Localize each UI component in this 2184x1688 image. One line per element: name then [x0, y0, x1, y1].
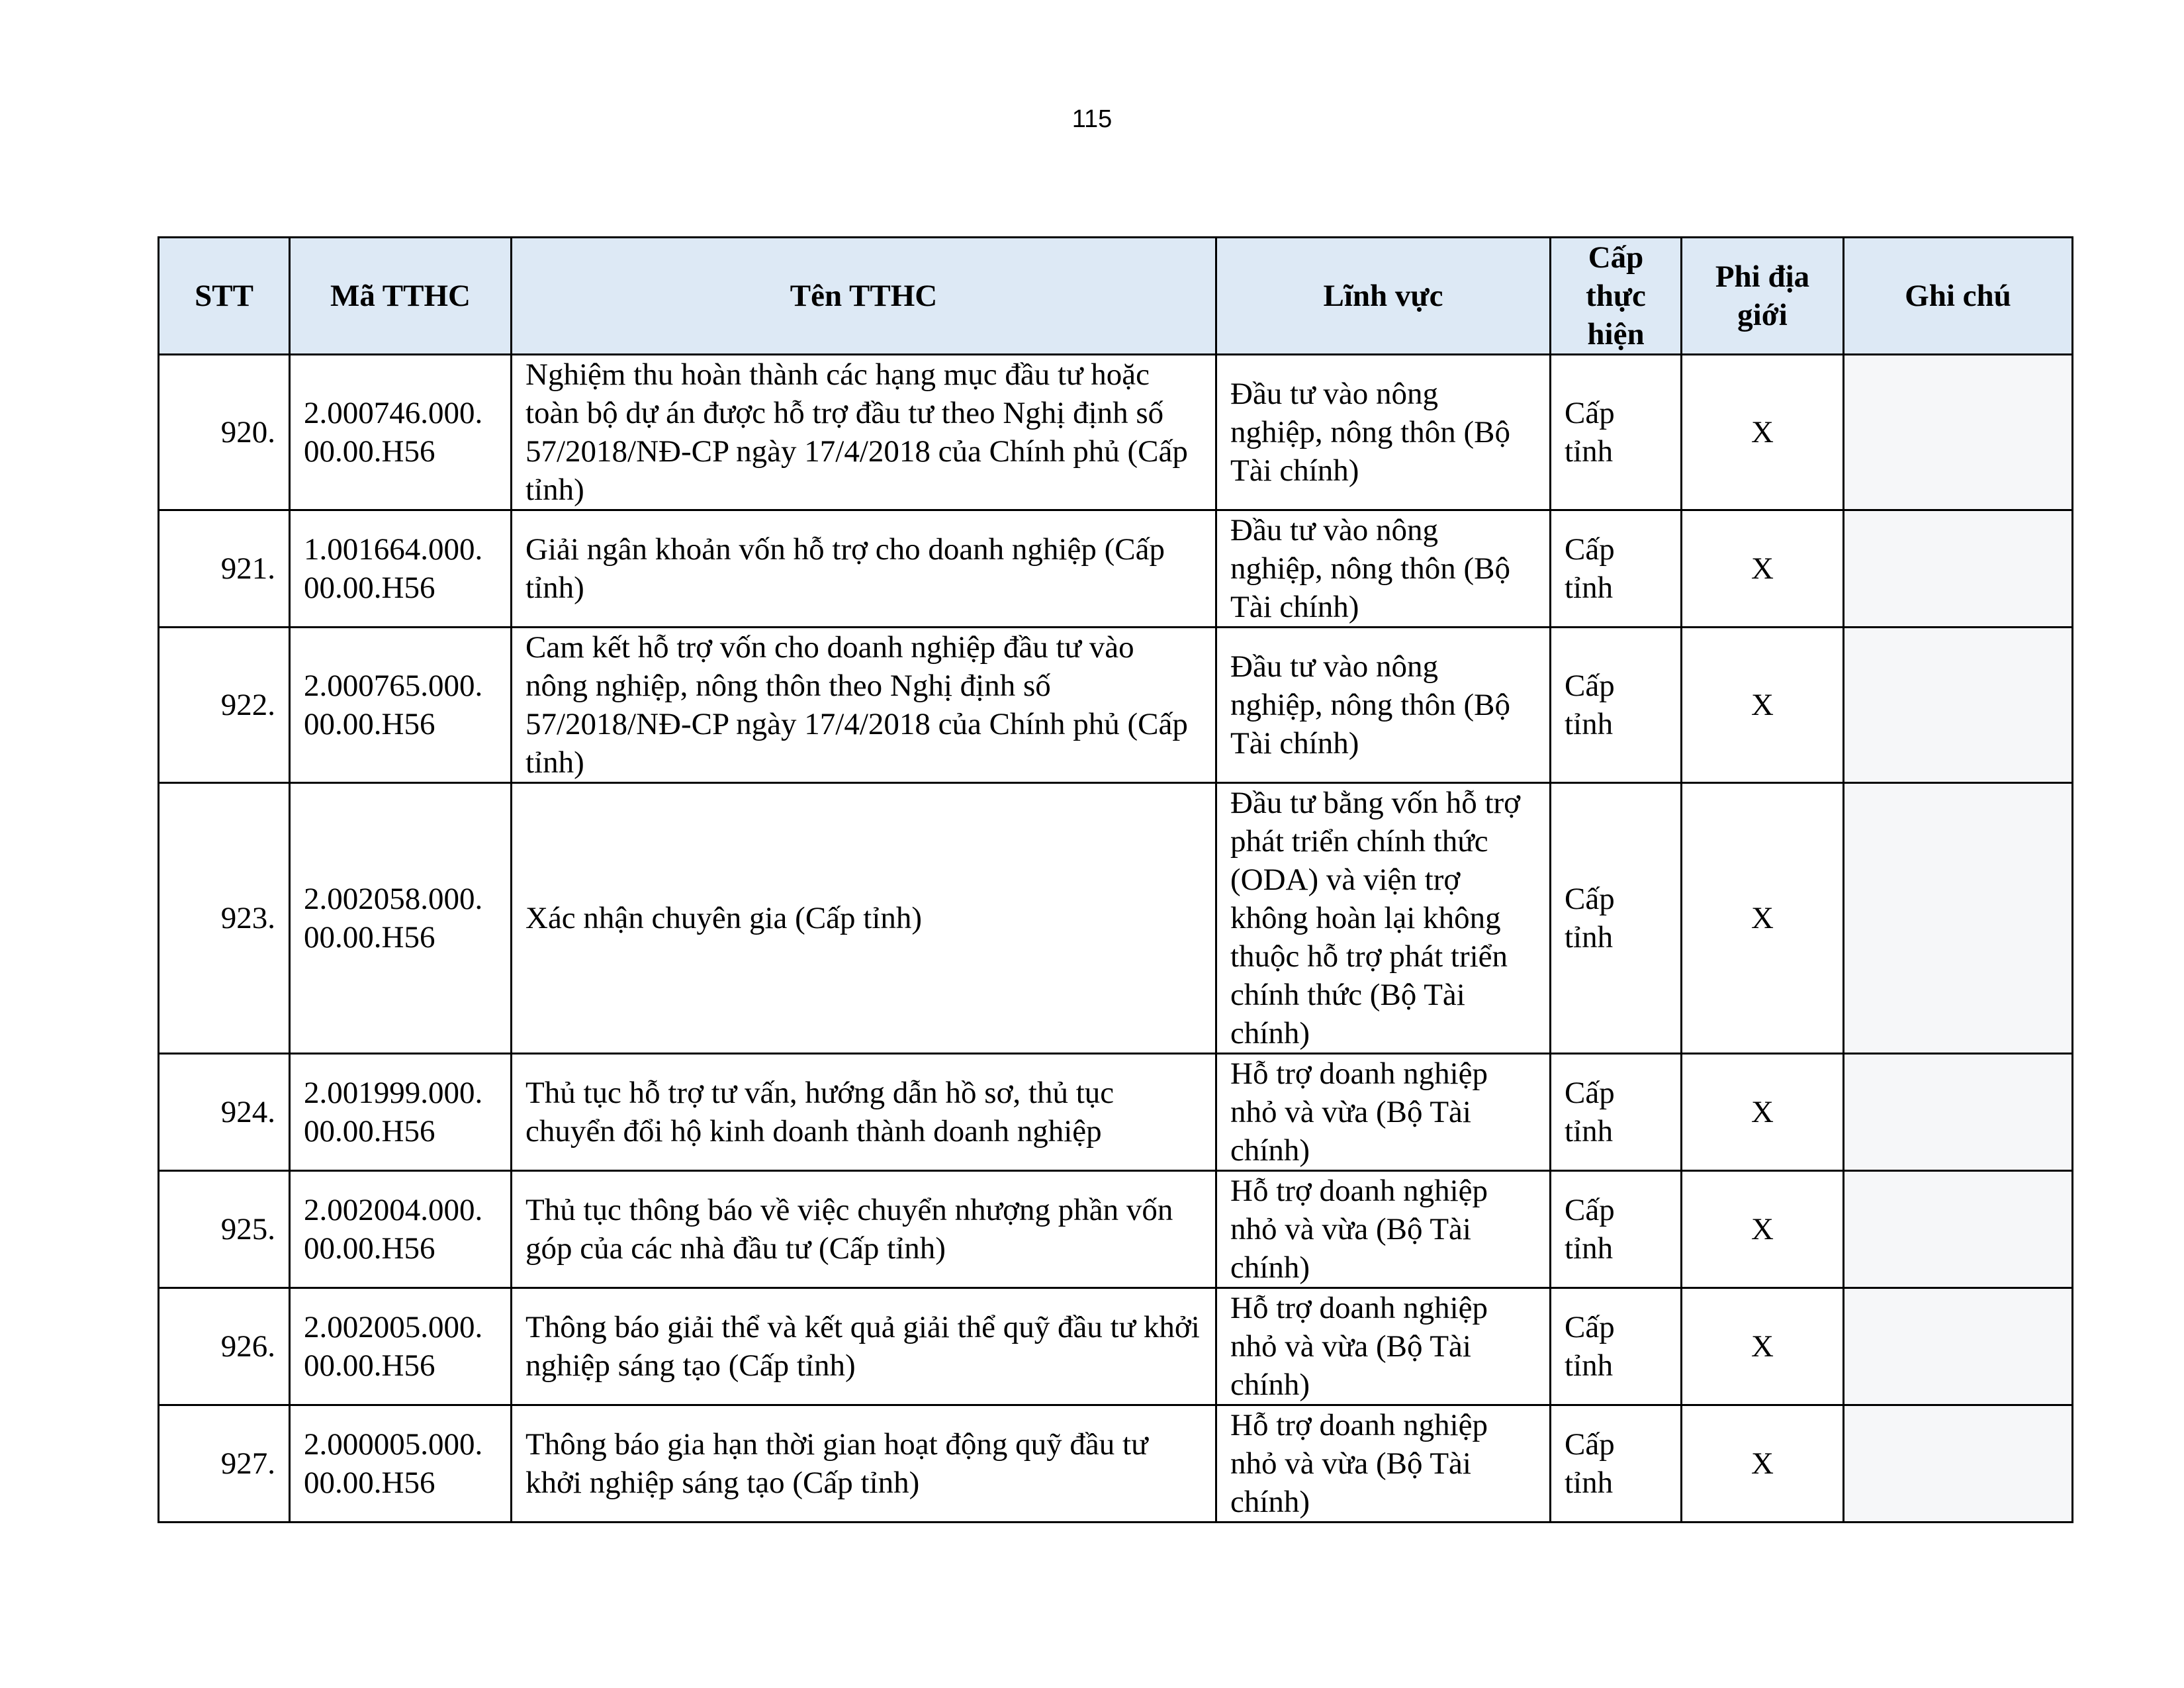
row-phi-dia-gioi: X [1682, 1054, 1844, 1171]
row-phi-dia-gioi: X [1682, 783, 1844, 1054]
header-ten-tthc: Tên TTHC [512, 238, 1216, 355]
row-phi-dia-gioi: X [1682, 510, 1844, 628]
row-phi-dia-gioi: X [1682, 1288, 1844, 1405]
table-row [159, 1171, 2073, 1288]
row-cap-thuc-hien: Cấp tỉnh [1551, 1171, 1682, 1288]
row-ten-tthc: Xác nhận chuyên gia (Cấp tỉnh) [512, 783, 1216, 1054]
row-ghi-chu [1844, 1405, 2073, 1523]
table-row [159, 510, 2073, 628]
row-ghi-chu [1844, 783, 2073, 1054]
row-cap-thuc-hien: Cấp tỉnh [1551, 1405, 1682, 1523]
row-ten-tthc: Thông báo giải thể và kết quả giải thể quỹ đầu tư khởi nghiệp sáng tạo (Cấp tỉnh) [512, 1288, 1216, 1405]
row-cap-thuc-hien: Cấp tỉnh [1551, 355, 1682, 510]
row-ghi-chu [1844, 628, 2073, 783]
row-linh-vuc: Đầu tư bằng vốn hỗ trợ phát triển chính thức (ODA) và viện trợ không hoàn lại không thuộc hỗ trợ phát triển chính thức (Bộ Tài chính) [1216, 783, 1551, 1054]
row-cap-thuc-hien: Cấp tỉnh [1551, 783, 1682, 1054]
header-stt: STT [159, 238, 290, 355]
header-cap-thuc-hien: Cấp thực hiện [1551, 238, 1682, 355]
row-phi-dia-gioi: X [1682, 1405, 1844, 1523]
row-linh-vuc: Hỗ trợ doanh nghiệp nhỏ và vừa (Bộ Tài chính) [1216, 1171, 1551, 1288]
row-phi-dia-gioi: X [1682, 1171, 1844, 1288]
row-ghi-chu [1844, 510, 2073, 628]
table-row [159, 783, 2073, 1054]
row-cap-thuc-hien: Cấp tỉnh [1551, 1288, 1682, 1405]
row-ten-tthc: Cam kết hỗ trợ vốn cho doanh nghiệp đầu tư vào nông nghiệp, nông thôn theo Nghị định số 57/2018/NĐ-CP ngày 17/4/2018 của Chính phủ (Cấp tỉnh) [512, 628, 1216, 783]
row-ma-tthc: 2.001999.000. 00.00.H56 [290, 1054, 512, 1171]
row-ma-tthc: 2.002005.000. 00.00.H56 [290, 1288, 512, 1405]
page-number: 115 [1071, 105, 1113, 133]
row-ten-tthc: Thủ tục hỗ trợ tư vấn, hướng dẫn hồ sơ, thủ tục chuyển đổi hộ kinh doanh thành doanh nghiệp [512, 1054, 1216, 1171]
row-ten-tthc: Nghiệm thu hoàn thành các hạng mục đầu tư hoặc toàn bộ dự án được hỗ trợ đầu tư theo Nghị định số 57/2018/NĐ-CP ngày 17/4/2018 của Chính phủ (Cấp tỉnh) [512, 355, 1216, 510]
row-stt: 927. [159, 1405, 290, 1523]
header-linh-vuc: Lĩnh vực [1216, 238, 1551, 355]
row-ghi-chu [1844, 1171, 2073, 1288]
row-linh-vuc: Đầu tư vào nông nghiệp, nông thôn (Bộ Tài chính) [1216, 510, 1551, 628]
row-ten-tthc: Thông báo gia hạn thời gian hoạt động quỹ đầu tư khởi nghiệp sáng tạo (Cấp tỉnh) [512, 1405, 1216, 1523]
row-ma-tthc: 2.000746.000. 00.00.H56 [290, 355, 512, 510]
row-stt: 921. [159, 510, 290, 628]
row-ma-tthc: 2.000765.000. 00.00.H56 [290, 628, 512, 783]
row-ten-tthc: Giải ngân khoản vốn hỗ trợ cho doanh nghiệp (Cấp tỉnh) [512, 510, 1216, 628]
row-ma-tthc: 1.001664.000. 00.00.H56 [290, 510, 512, 628]
header-ghi-chu: Ghi chú [1844, 238, 2073, 355]
row-phi-dia-gioi: X [1682, 355, 1844, 510]
row-cap-thuc-hien: Cấp tỉnh [1551, 510, 1682, 628]
row-phi-dia-gioi: X [1682, 628, 1844, 783]
row-linh-vuc: Đầu tư vào nông nghiệp, nông thôn (Bộ Tài chính) [1216, 355, 1551, 510]
row-ghi-chu [1844, 1054, 2073, 1171]
row-ma-tthc: 2.002058.000. 00.00.H56 [290, 783, 512, 1054]
row-linh-vuc: Hỗ trợ doanh nghiệp nhỏ và vừa (Bộ Tài chính) [1216, 1288, 1551, 1405]
row-stt: 923. [159, 783, 290, 1054]
row-stt: 922. [159, 628, 290, 783]
row-stt: 926. [159, 1288, 290, 1405]
row-ghi-chu [1844, 1288, 2073, 1405]
table-row [159, 1288, 2073, 1405]
row-stt: 925. [159, 1171, 290, 1288]
row-cap-thuc-hien: Cấp tỉnh [1551, 628, 1682, 783]
row-stt: 920. [159, 355, 290, 510]
row-ma-tthc: 2.002004.000. 00.00.H56 [290, 1171, 512, 1288]
header-ma-tthc: Mã TTHC [290, 238, 512, 355]
row-cap-thuc-hien: Cấp tỉnh [1551, 1054, 1682, 1171]
header-phi-dia-gioi: Phi địa giới [1682, 238, 1844, 355]
row-stt: 924. [159, 1054, 290, 1171]
table-header-row [159, 238, 2073, 355]
table-row [159, 355, 2073, 510]
row-ten-tthc: Thủ tục thông báo về việc chuyển nhượng phần vốn góp của các nhà đầu tư (Cấp tỉnh) [512, 1171, 1216, 1288]
row-linh-vuc: Đầu tư vào nông nghiệp, nông thôn (Bộ Tài chính) [1216, 628, 1551, 783]
table-row [159, 1405, 2073, 1523]
table-row [159, 628, 2073, 783]
row-ghi-chu [1844, 355, 2073, 510]
table-row [159, 1054, 2073, 1171]
row-linh-vuc: Hỗ trợ doanh nghiệp nhỏ và vừa (Bộ Tài chính) [1216, 1054, 1551, 1171]
row-ma-tthc: 2.000005.000. 00.00.H56 [290, 1405, 512, 1523]
row-linh-vuc: Hỗ trợ doanh nghiệp nhỏ và vừa (Bộ Tài chính) [1216, 1405, 1551, 1523]
procedures-table [158, 236, 2073, 1523]
